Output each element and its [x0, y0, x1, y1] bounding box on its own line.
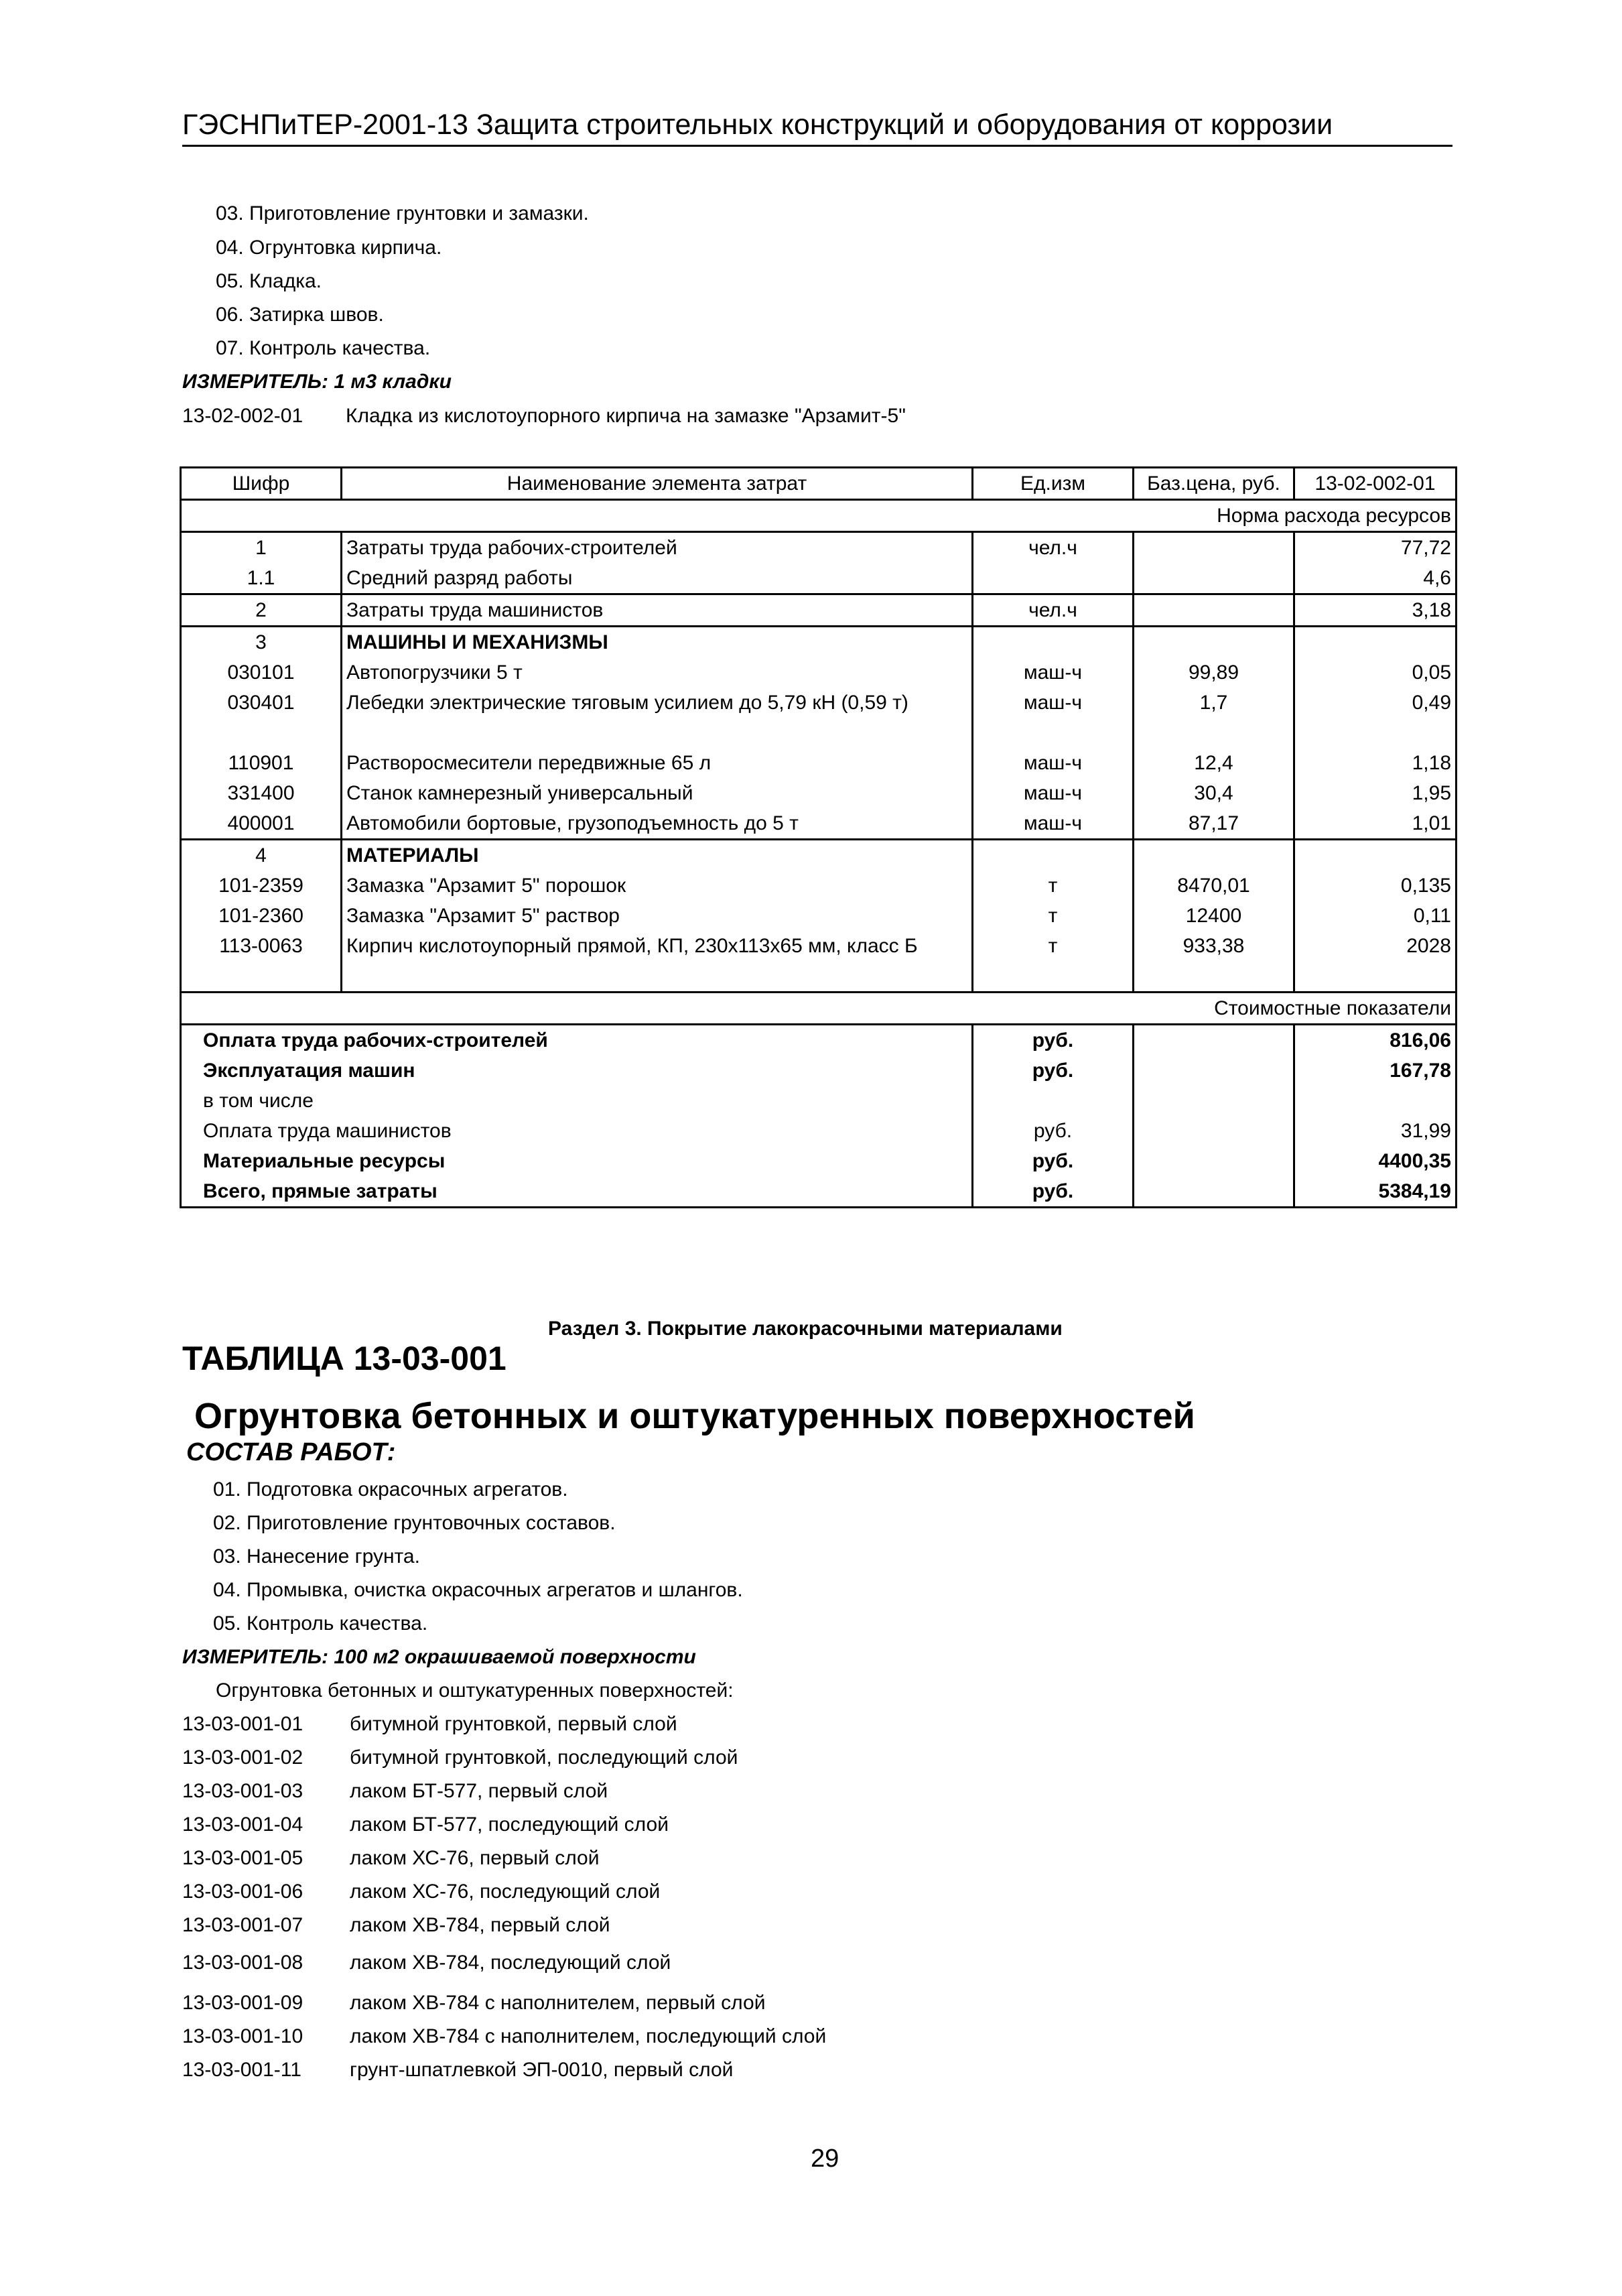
row-code: 113-0063 [181, 931, 342, 961]
item-text: лаком ХС-76, первый слой [350, 1847, 600, 1869]
bottom-list-item: 05. Контроль качества. [213, 1612, 428, 1635]
item-code: 13-03-001-02 [182, 1746, 303, 1769]
row-price: 8470,01 [1134, 871, 1294, 901]
row-code: 030101 [181, 657, 342, 688]
row-price [1134, 563, 1294, 594]
item-code: 13-03-001-01 [182, 1713, 303, 1735]
row-price [1134, 627, 1294, 658]
row-name: Растворосмесители передвижные 65 л [342, 748, 973, 778]
item-text: лаком ХВ-784 с наполнителем, последующий слой [350, 2025, 827, 2047]
row-code: 1.1 [181, 563, 342, 594]
item-code: 13-03-001-05 [182, 1847, 303, 1869]
row-price: 12400 [1134, 901, 1294, 931]
cost-label-row [181, 993, 1457, 1025]
row-name: Лебедки электрические тяговым усилием до 5,79 кН (0,59 т) [342, 688, 973, 718]
cost-name: в том числе [181, 1086, 973, 1116]
table-header-row [181, 468, 1457, 500]
row-value [1294, 840, 1457, 871]
cost-unit: руб. [973, 1056, 1134, 1086]
row-price: 30,4 [1134, 778, 1294, 808]
bottom-list-item: 03. Нанесение грунта. [213, 1545, 420, 1568]
cost-unit [973, 1086, 1134, 1116]
cost-value: 816,06 [1294, 1025, 1457, 1056]
table-subtitle: Огрунтовка бетонных и оштукатуренных поверхностей [194, 1396, 1195, 1436]
item-code: 13-03-001-11 [182, 2059, 301, 2081]
table-row [181, 688, 1457, 718]
cost-unit: руб. [973, 1116, 1134, 1146]
row-unit [973, 563, 1134, 594]
item-code: 13-03-001-06 [182, 1880, 303, 1903]
cost-row [181, 1086, 1457, 1116]
row-value: 1,18 [1294, 748, 1457, 778]
row-value: 4,6 [1294, 563, 1457, 594]
row-price: 933,38 [1134, 931, 1294, 961]
table-spacer-row [181, 718, 1457, 748]
bottom-list-item: 01. Подготовка окрасочных агрегатов. [213, 1478, 568, 1501]
row-code: 101-2359 [181, 871, 342, 901]
row-value: 3,18 [1294, 594, 1457, 627]
row-name: Средний разряд работы [342, 563, 973, 594]
table-row [181, 532, 1457, 564]
cost-unit: руб. [973, 1176, 1134, 1208]
row-unit [973, 627, 1134, 658]
table-title: ТАБЛИЦА 13-03-001 [182, 1340, 506, 1377]
row-value: 0,05 [1294, 657, 1457, 688]
cost-row [181, 1025, 1457, 1056]
row-name: МАШИНЫ И МЕХАНИЗМЫ [342, 627, 973, 658]
norm-label-row [181, 500, 1457, 532]
item-text: битумной грунтовкой, первый слой [350, 1713, 677, 1735]
cost-value [1294, 1086, 1457, 1116]
row-name: Кирпич кислотоупорный прямой, КП, 230x113x65 мм, класс Б [342, 931, 973, 961]
table-spacer-row [181, 961, 1457, 993]
row-price [1134, 594, 1294, 627]
cost-row [181, 1056, 1457, 1086]
cost-row [181, 1116, 1457, 1146]
top-list-item: 05. Кладка. [216, 270, 322, 292]
item-code: 13-03-001-10 [182, 2025, 303, 2047]
table-row [181, 594, 1457, 627]
row-value: 1,95 [1294, 778, 1457, 808]
row-code: 101-2360 [181, 901, 342, 931]
item-text: битумной грунтовкой, последующий слой [350, 1746, 738, 1769]
table-row [181, 901, 1457, 931]
row-value: 2028 [1294, 931, 1457, 961]
top-list-item: 06. Затирка швов. [216, 304, 384, 326]
cost-value: 31,99 [1294, 1116, 1457, 1146]
norm-label: Норма расхода ресурсов [181, 500, 1457, 532]
row-price: 87,17 [1134, 808, 1294, 840]
table-row [181, 778, 1457, 808]
top-list-item: 04. Огрунтовка кирпича. [216, 237, 442, 259]
row-value: 0,11 [1294, 901, 1457, 931]
item-text: лаком БТ-577, последующий слой [350, 1813, 669, 1836]
row-price: 99,89 [1134, 657, 1294, 688]
item-code: 13-03-001-03 [182, 1780, 303, 1802]
page-header: ГЭСНПиТЕР-2001-13 Защита строительных конструкций и оборудования от коррозии [182, 109, 1333, 141]
table-row [181, 657, 1457, 688]
row-name: Станок камнерезный универсальный [342, 778, 973, 808]
row-code: 1 [181, 532, 342, 564]
row-code: 110901 [181, 748, 342, 778]
table-row [181, 627, 1457, 658]
top-item-code: 13-02-002-01 [182, 405, 303, 427]
resource-table [180, 466, 1457, 1208]
row-code: 4 [181, 840, 342, 871]
row-value: 0,49 [1294, 688, 1457, 718]
top-meter: ИЗМЕРИТЕЛЬ: 1 м3 кладки [182, 371, 452, 393]
row-value: 0,135 [1294, 871, 1457, 901]
row-code: 331400 [181, 778, 342, 808]
cost-name: Оплата труда машинистов [181, 1116, 973, 1146]
row-unit: т [973, 871, 1134, 901]
cost-row [181, 1176, 1457, 1208]
row-price: 12,4 [1134, 748, 1294, 778]
top-item-text: Кладка из кислотоупорного кирпича на замазке "Арзамит-5" [346, 405, 906, 427]
row-unit: чел.ч [973, 594, 1134, 627]
row-unit: маш-ч [973, 748, 1134, 778]
row-name: Замазка "Арзамит 5" раствор [342, 901, 973, 931]
item-code: 13-03-001-08 [182, 1952, 303, 1974]
row-unit: чел.ч [973, 532, 1134, 564]
item-code: 13-03-001-09 [182, 1992, 303, 2014]
bottom-meter: ИЗМЕРИТЕЛЬ: 100 м2 окрашиваемой поверхности [182, 1646, 696, 1668]
cost-value: 4400,35 [1294, 1146, 1457, 1176]
top-list-item: 07. Контроль качества. [216, 337, 431, 359]
bottom-intro: Огрунтовка бетонных и оштукатуренных поверхностей: [216, 1679, 734, 1702]
table-row [181, 563, 1457, 594]
row-unit [973, 840, 1134, 871]
row-unit: маш-ч [973, 688, 1134, 718]
row-unit: т [973, 901, 1134, 931]
item-text: лаком ХВ-784 с наполнителем, первый слой [350, 1992, 766, 2014]
row-unit: т [973, 931, 1134, 961]
item-code: 13-03-001-04 [182, 1813, 303, 1836]
row-price [1134, 532, 1294, 564]
row-unit: маш-ч [973, 808, 1134, 840]
row-name: Автопогрузчики 5 т [342, 657, 973, 688]
cost-value: 5384,19 [1294, 1176, 1457, 1208]
bottom-list-item: 02. Приготовление грунтовочных составов. [213, 1512, 616, 1534]
header-unit: Ед.изм [973, 468, 1134, 500]
header-rule [182, 145, 1452, 147]
section-title: Раздел 3. Покрытие лакокрасочными материалами [548, 1318, 1063, 1340]
row-value: 1,01 [1294, 808, 1457, 840]
item-text: лаком ХВ-784, первый слой [350, 1914, 610, 1936]
header-code: Шифр [181, 468, 342, 500]
row-price [1134, 840, 1294, 871]
cost-unit: руб. [973, 1146, 1134, 1176]
row-unit: маш-ч [973, 657, 1134, 688]
table-row [181, 808, 1457, 840]
row-code: 400001 [181, 808, 342, 840]
row-name: Замазка "Арзамит 5" порошок [342, 871, 973, 901]
item-text: лаком ХС-76, последующий слой [350, 1880, 661, 1903]
row-unit: маш-ч [973, 778, 1134, 808]
composition-label: СОСТАВ РАБОТ: [186, 1438, 396, 1466]
cost-value: 167,78 [1294, 1056, 1457, 1086]
item-text: лаком БТ-577, первый слой [350, 1780, 608, 1802]
cost-unit: руб. [973, 1025, 1134, 1056]
top-list-item: 03. Приготовление грунтовки и замазки. [216, 202, 589, 225]
cost-label: Стоимостные показатели [181, 993, 1457, 1025]
row-price: 1,7 [1134, 688, 1294, 718]
page-number: 29 [811, 2145, 839, 2173]
item-code: 13-03-001-07 [182, 1914, 303, 1936]
cost-name: Оплата труда рабочих-строителей [181, 1025, 973, 1056]
item-text: лаком ХВ-784, последующий слой [350, 1952, 671, 1974]
row-value [1294, 627, 1457, 658]
row-name: Затраты труда машинистов [342, 594, 973, 627]
table-row [181, 840, 1457, 871]
item-text: грунт-шпатлевкой ЭП-0010, первый слой [350, 2059, 734, 2081]
cost-name: Эксплуатация машин [181, 1056, 973, 1086]
cost-name: Всего, прямые затраты [181, 1176, 973, 1208]
bottom-list-item: 04. Промывка, очистка окрасочных агрегатов и шлангов. [213, 1579, 743, 1601]
header-price: Баз.цена, руб. [1134, 468, 1294, 500]
table-row [181, 931, 1457, 961]
row-name: Затраты труда рабочих-строителей [342, 532, 973, 564]
header-norm: 13-02-002-01 [1294, 468, 1457, 500]
row-code: 3 [181, 627, 342, 658]
cost-row [181, 1146, 1457, 1176]
table-row [181, 748, 1457, 778]
cost-name: Материальные ресурсы [181, 1146, 973, 1176]
header-name: Наименование элемента затрат [342, 468, 973, 500]
row-code: 030401 [181, 688, 342, 718]
row-code: 2 [181, 594, 342, 627]
row-name: Автомобили бортовые, грузоподъемность до 5 т [342, 808, 973, 840]
row-value: 77,72 [1294, 532, 1457, 564]
row-name: МАТЕРИАЛЫ [342, 840, 973, 871]
table-row [181, 871, 1457, 901]
